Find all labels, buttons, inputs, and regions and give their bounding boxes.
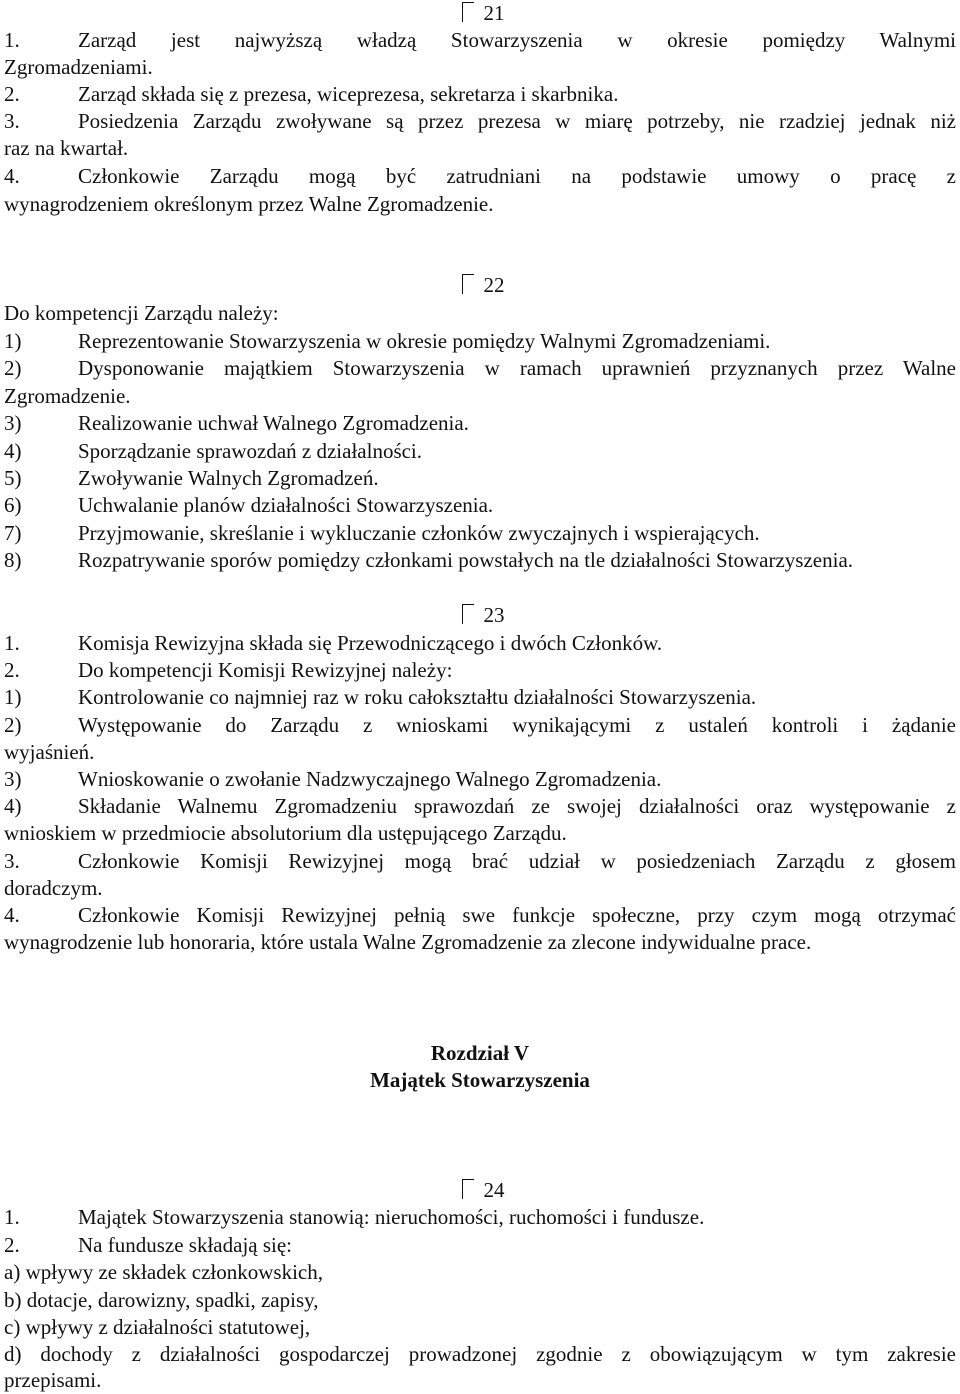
chapter-number: Rozdział V: [430, 1041, 530, 1065]
list-marker: 3.: [4, 849, 20, 873]
list-text: Zarząd składa się z prezesa, wiceprezesa, sekretarza i skarbnika.: [78, 82, 619, 106]
list-text: Członkowie Zarządu mogą być zatrudniani na podstawie umowy o pracę z: [78, 164, 956, 188]
list-item: b) dotacje, darowizny, spadki, zapisy,: [4, 1288, 319, 1312]
list-marker: 3.: [4, 109, 20, 133]
list-item: d) dochody z działalności gospodarczej prowadzonej zgodnie z obowiązującym w tym zakresie: [4, 1342, 956, 1366]
list-text: Posiedzenia Zarządu zwoływane są przez prezesa w miarę potrzeby, nie rzadziej jednak niż: [78, 109, 956, 133]
list-item: przepisami.: [4, 1368, 102, 1392]
list-text: Reprezentowanie Stowarzyszenia w okresie pomiędzy Walnymi Zgromadzeniami.: [78, 329, 771, 353]
list-marker: 4): [4, 794, 22, 818]
list-item: [4, 492, 956, 519]
paragraph-line: [4, 108, 956, 135]
list-marker: 6): [4, 493, 22, 517]
list-text: Występowanie do Zarządu z wnioskami wynikającymi z ustaleń kontroli i żądanie: [78, 713, 956, 737]
section-heading-23: 23: [462, 602, 505, 629]
section-sign-icon: [462, 1179, 474, 1199]
paragraph-line: raz na kwartał.: [4, 136, 129, 160]
list-text: Członkowie Komisji Rewizyjnej pełnią swe funkcje społeczne, przy czym mogą otrzymać: [78, 903, 956, 927]
list-text: Kontrolowanie co najmniej raz w roku całokształtu działalności Stowarzyszenia.: [78, 685, 757, 709]
paragraph-line: [4, 902, 956, 929]
section-sign-icon: [462, 274, 474, 294]
list-item: [4, 547, 956, 574]
list-item: [4, 328, 956, 355]
list-marker: 1.: [4, 1205, 20, 1229]
paragraph-line: [4, 1232, 956, 1259]
list-item: wyjaśnień.: [4, 740, 95, 764]
section-sign-icon: [462, 2, 474, 22]
list-text: Do kompetencji Komisji Rewizyjnej należy:: [78, 658, 453, 682]
chapter-title: Majątek Stowarzyszenia: [370, 1068, 590, 1092]
paragraph-line: Do kompetencji Zarządu należy:: [4, 301, 279, 325]
list-marker: 1): [4, 685, 22, 709]
list-text: Komisja Rewizyjna składa się Przewodniczącego i dwóch Członków.: [78, 631, 663, 655]
list-item: [4, 355, 956, 382]
list-item: [4, 465, 956, 492]
paragraph-line: [4, 1204, 956, 1231]
list-text: Członkowie Komisji Rewizyjnej mogą brać udział w posiedzeniach Zarządu z głosem: [78, 849, 956, 873]
list-item: [4, 520, 956, 547]
list-text: Zwoływanie Walnych Zgromadzeń.: [78, 466, 379, 490]
list-marker: 3): [4, 411, 22, 435]
list-marker: 2.: [4, 658, 20, 682]
list-text: Uchwalanie planów działalności Stowarzyszenia.: [78, 493, 494, 517]
list-item: [4, 438, 956, 465]
list-text: Na fundusze składają się:: [78, 1233, 293, 1257]
list-marker: 2): [4, 356, 22, 380]
list-item: [4, 410, 956, 437]
paragraph-line: wynagrodzeniem określonym przez Walne Zgromadzenie.: [4, 192, 494, 216]
list-marker: 7): [4, 521, 22, 545]
list-marker: 8): [4, 548, 22, 572]
list-marker: 4.: [4, 164, 20, 188]
paragraph-line: Zgromadzeniami.: [4, 55, 153, 79]
list-item: [4, 684, 956, 711]
list-item: wnioskiem w przedmiocie absolutorium dla ustępującego Zarządu.: [4, 821, 567, 845]
list-text: Składanie Walnemu Zgromadzeniu sprawozdań ze swojej działalności oraz występowanie z: [78, 794, 956, 818]
paragraph-line: [4, 27, 956, 54]
list-item: c) wpływy z działalności statutowej,: [4, 1315, 311, 1339]
list-item: Zgromadzenie.: [4, 384, 131, 408]
list-text: Sporządzanie sprawozdań z działalności.: [78, 439, 423, 463]
list-marker: 4): [4, 439, 22, 463]
paragraph-line: [4, 630, 956, 657]
list-marker: 4.: [4, 903, 20, 927]
list-marker: 2.: [4, 1233, 20, 1257]
section-heading-24: 24: [462, 1177, 505, 1204]
list-text: Majątek Stowarzyszenia stanowią: nieruchomości, ruchomości i fundusze.: [78, 1205, 705, 1229]
list-marker: 1.: [4, 28, 20, 52]
list-marker: 1): [4, 329, 22, 353]
list-marker: 3): [4, 767, 22, 791]
paragraph-line: wynagrodzenie lub honoraria, które ustala Walne Zgromadzenie za zlecone indywidualne prace.: [4, 930, 812, 954]
list-text: Rozpatrywanie sporów pomiędzy członkami powstałych na tle działalności Stowarzyszenia.: [78, 548, 854, 572]
paragraph-line: [4, 657, 956, 684]
section-heading-22: 22: [462, 272, 505, 299]
list-item: [4, 712, 956, 739]
paragraph-line: doradczym.: [4, 876, 103, 900]
paragraph-line: [4, 163, 956, 190]
section-heading-21: 21: [462, 0, 505, 27]
list-marker: 1.: [4, 631, 20, 655]
list-text: Wnioskowanie o zwołanie Nadzwyczajnego Walnego Zgromadzenia.: [78, 767, 662, 791]
section-sign-icon: [462, 604, 474, 624]
list-text: Realizowanie uchwał Walnego Zgromadzenia.: [78, 411, 469, 435]
list-text: Zarząd jest najwyższą władzą Stowarzyszenia w okresie pomiędzy Walnymi: [78, 28, 956, 52]
list-marker: 2): [4, 713, 22, 737]
list-item: [4, 766, 956, 793]
list-item: [4, 793, 956, 820]
list-item: a) wpływy ze składek członkowskich,: [4, 1260, 323, 1284]
list-text: Przyjmowanie, skreślanie i wykluczanie członków zwyczajnych i wspierających.: [78, 521, 760, 545]
list-marker: 2.: [4, 82, 20, 106]
paragraph-line: [4, 81, 956, 108]
list-text: Dysponowanie majątkiem Stowarzyszenia w ramach uprawnień przyznanych przez Walne: [78, 356, 956, 380]
paragraph-line: [4, 848, 956, 875]
list-marker: 5): [4, 466, 22, 490]
